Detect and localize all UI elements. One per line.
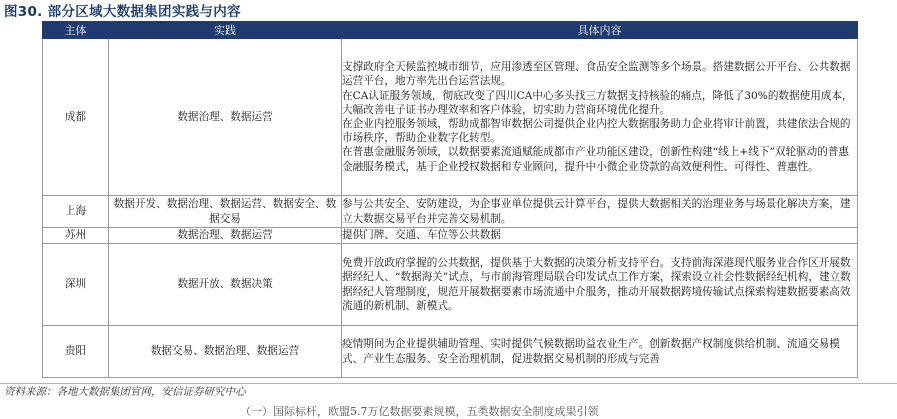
- table-row-suzhou: [43, 228, 858, 244]
- header-content: 具体内容: [342, 22, 858, 39]
- row-subject: 贵阳: [43, 326, 109, 378]
- content-paragraph: 在企业内控服务领域，帮助成都智审数据公司提供企业内控大数据服务助力企业将审计前置，共建依法合规的市场秩序，帮助企业数字化转型。: [342, 118, 851, 145]
- content-paragraph: 参与公共安全、安防建设，为企事业单位提供云计算平台，提供大数据相关的治理业务与场景化解决方案，建立大数据交易平台并完善交易机制。: [342, 198, 851, 225]
- row-subject: 成都: [43, 39, 109, 196]
- table-row-shenzhen: [43, 244, 858, 326]
- table-row-shanghai: [43, 196, 858, 228]
- table-row-chengdu: [43, 39, 858, 196]
- row-practice: 数据治理、数据运营: [109, 228, 342, 244]
- row-subject: 上海: [43, 196, 109, 228]
- row-content: [342, 326, 858, 378]
- row-subject: 苏州: [43, 228, 109, 244]
- table-header-row: [43, 22, 858, 39]
- row-content: [342, 228, 858, 244]
- content-paragraph: 免费开放政府掌握的公共数据，提供基于大数据的决策分析支持平台。支持前海深港现代服务业合作区开展数据经纪人、“数据海关”试点，与市前海管理局联合印发试点工作方案，探索设立社会性数据经纪机构，建立数据经纪人管理制度，规范开展数据要素市场流通中介服务，推动开展数据跨境传输试点探索构建数据要素高效流通的新机制、新模式。: [342, 257, 851, 312]
- source-note: 资料来源：各地大数据集团官网，安信证券研究中心: [4, 386, 246, 398]
- practice-table: [42, 21, 858, 378]
- content-paragraph: 疫情期间为企业提供辅助管理、实时提供气候数据助益农业生产。创新数据产权制度供给机制、流通交易模式、产业生态服务、安全治理机制，促进数据交易机制的形成与完善: [342, 338, 840, 365]
- content-paragraph: 支撑政府全天候监控城市细节，应用渗透至区管理、食品安全监测等多个场景。搭建数据公开平台、公共数据运营平台，地方率先出台运营法规。: [342, 61, 851, 88]
- figure-title: 图30. 部分区域大数据集团实践与内容: [4, 4, 241, 20]
- row-practice: 数据治理、数据运营: [109, 39, 342, 196]
- row-practice: 数据交易、数据治理、数据运营: [109, 326, 342, 378]
- row-content: [342, 244, 858, 326]
- row-practice: 数据开发、数据治理、数据运营、数据安全、数据交易: [109, 196, 342, 228]
- row-content: [342, 196, 858, 228]
- table-row-guiyang: [43, 326, 858, 378]
- row-practice: 数据开放、数据决策: [109, 244, 342, 326]
- content-paragraph: 在CA认证服务领域，彻底改变了四川CA中心多头找三方数据支持核验的痛点，降低了30%的数据使用成本，大幅改善电子证书办理效率和客户体验，切实助力营商环境优化提升。: [342, 89, 853, 116]
- row-subject: 深圳: [43, 244, 109, 326]
- header-subject: 主体: [43, 22, 109, 39]
- row-content: [342, 39, 858, 196]
- content-paragraph: 在普惠金融服务领域，以数据要素流通赋能成都市产业功能区建设，创新性构建“线上+线下”双轮驱动的普惠金融服务模式，基于企业授权数据和专业顾问，提升中小微企业贷款的高效便利性、可得性、普惠性。: [342, 146, 850, 173]
- content-paragraph: 提供门牌、交通、车位等公共数据: [342, 229, 501, 242]
- next-section-heading: （一）国际标杆，欧盟5.7万亿数据要素规模，五类数据安全制度成果引领: [240, 405, 599, 418]
- header-practice: 实践: [109, 22, 342, 39]
